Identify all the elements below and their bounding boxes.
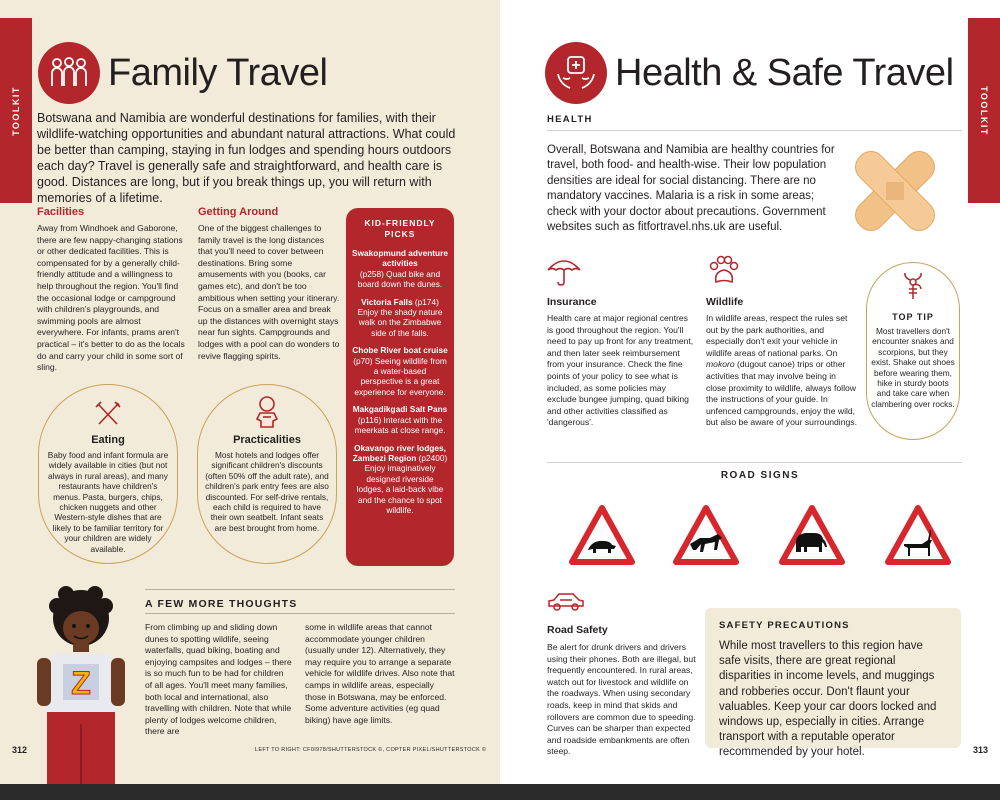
eating-text: Baby food and infant formula are widely available in cities (but not always in rural areas), and many restaurants have children's menus. Pasta, burgers, chips, chicken nuggets and other Western-style dishes that are likely to be familiar territory for your children are widely available. (47, 450, 169, 554)
right-page (500, 0, 1000, 784)
family-icon (38, 42, 100, 104)
getting-around-heading: Getting Around (198, 206, 279, 218)
kid-pick-desc: (p116) Interact with the meerkats at close range. (354, 414, 446, 436)
utensils-icon (93, 399, 123, 429)
insurance-text: Health care at major regional centres is good throughout the region. You'll need to pay up front for any treatment, and then later seek reimbursement from your insurance. Check the fine points of your policy to see what is included, as some policies may exclude bungee jumping, quad biking and other activities classified as 'dangerous'. (547, 313, 694, 428)
kid-pick-desc: (p174) Enjoy the shady nature walk on the Zimbabwe side of the falls. (357, 296, 443, 338)
kid-pick-desc: (p70) Seeing wildlife from a water-based perspective is a great experience for everyone. (353, 355, 447, 397)
health-header (545, 42, 954, 104)
bandage-icon (842, 138, 948, 244)
top-tip-text: Most travellers don't encounter snakes and scorpions, but they exist. Shake out shoes before wearing them, hike in sturdy boots and take care when clambering over rocks. (871, 326, 955, 409)
wildlife-text-italic: mokoro (706, 359, 735, 370)
photo-credits: LEFT TO RIGHT: CF0I978/SHUTTERSTOCK ©, COPTER PIXEL/SHUTTERSTOCK © (255, 747, 487, 753)
left-page (0, 0, 500, 784)
page-title: Health & Safe Travel (615, 51, 954, 94)
elephant-warning-sign-icon (778, 504, 846, 566)
paw-print-icon (706, 254, 740, 288)
divider (145, 613, 455, 614)
health-text: Overall, Botswana and Namibia are healthy countries for travel, both food- and health-wise. Their low population densities are ideal for social distancing. There are no mandatory vaccines. Malaria is a risk in some areas; check with your doctor about precautions. Government websites such as fitfortravel.nhs.uk are useful. (547, 144, 835, 234)
scorpion-icon (900, 271, 926, 301)
toolkit-tab-label: TOOLKIT (979, 85, 989, 136)
kid-pick-name: Chobe River boat cruise (352, 345, 448, 356)
divider (547, 130, 962, 131)
practicalities-text: Most hotels and lodges offer significant children's discounts (often 50% off the adult rate), and children's park entry fees are also discounted. For self-drive rentals, each child is required to have their own seatbelt. Infant seats are best brought from home. (205, 450, 329, 533)
thoughts-heading: A FEW MORE THOUGHTS (145, 598, 298, 610)
facilities-heading: Facilities (37, 206, 85, 218)
toolkit-tab-left[interactable] (0, 18, 32, 203)
kid-pick-item (352, 248, 448, 290)
toy-shirt-letter: Z (71, 665, 91, 701)
health-heading: HEALTH (547, 114, 593, 125)
kid-pick-item (352, 443, 448, 516)
getting-around-text: One of the biggest challenges to family travel is the long distances that you'll need to cover between destinations. Bring some amusements with you (books, car games etc), and don't be too ambitious when setting your itinerary. Focus on a smaller area and break up the distances with overnight stays near fun sights. Campgrounds and lodges with a pool can do wonders to revive flagging spirits. (198, 223, 340, 361)
kid-pick-desc: (p258) Quad bike and board down the dunes. (357, 268, 443, 290)
divider (547, 462, 962, 463)
eating-oval (38, 384, 178, 564)
kid-pick-name: Makgadikgadi Salt Pans (352, 404, 448, 415)
warthog-warning-sign-icon (568, 504, 636, 566)
toy-figure-photo (33, 584, 128, 784)
wildlife-text-pre: In wildlife areas, respect the rules set out by the park authorities, and especially don't exit your vehicle in wildlife areas of national parks. On (706, 313, 848, 358)
antelope-warning-sign-icon (884, 504, 952, 566)
intro-paragraph: Botswana and Namibia are wonderful destinations for families, with their wildlife-watching opportunities and abundant natural attractions. What could be better than camping, staying in fun lodges and spending hours outdoors each day? Travel is generally safe and straightforward, and health care is good. Distances are long, but if you break things up, you will return with memories of a lifetime. (37, 111, 456, 205)
kid-pick-item (352, 297, 448, 339)
kid-friendly-picks-box (346, 208, 454, 566)
top-tip-oval (866, 262, 960, 440)
eating-heading: Eating (91, 434, 125, 446)
car-icon (546, 590, 586, 614)
practicalities-oval (197, 384, 337, 564)
baby-icon (251, 395, 283, 429)
toolkit-tab-label: TOOLKIT (11, 85, 21, 136)
insurance-heading: Insurance (547, 296, 597, 308)
kid-pick-name: Victoria Falls (361, 296, 413, 307)
page-title: Family Travel (108, 51, 328, 94)
road-safety-heading: Road Safety (547, 624, 608, 636)
thoughts-col-2: some in wildlife areas that cannot accommodate younger children (usually under 12). Alternatively, they may require you to arrange a separate vehicle for wildlife drives. Also note that camps in wildlife areas, especially those in Botswana, may be enforced. Some adventure activities (eg quad biking) have age limits. (305, 622, 455, 725)
divider (145, 589, 455, 590)
kid-picks-heading: KID-FRIENDLY PICKS (364, 218, 436, 239)
top-tip-heading: TOP TIP (892, 312, 934, 322)
family-travel-header (38, 42, 327, 104)
thoughts-col-1: From climbing up and sliding down dunes to spotting wildlife, seeing waterfalls, quad biking, boating and enjoying campsites and lodges – there is so much fun to be had for children of all ages. You'll meet many families, both local and international, also travelling with children. Note that while plenty of lodges welcome children, there are (145, 622, 292, 737)
kid-pick-desc: (p2400) Enjoy imaginatively designed riverside lodges, a laid-back vibe and the chance to spot wildlife. (356, 452, 448, 515)
road-signs-heading: ROAD SIGNS (720, 470, 800, 481)
road-safety-text: Be alert for drunk drivers and drivers using their phones. Both are illegal, but frequently encountered. In rural areas, watch out for livestock and wildlife on the roadways. When using secondary roads, keep in mind that skids and rollovers are common due to speeding. Curves can be sharper than expected and roadside embankments are often steep. (547, 642, 696, 757)
wildlife-heading: Wildlife (706, 296, 744, 308)
kid-pick-name: Swakopmund adventure activities (352, 248, 448, 269)
umbrella-icon (546, 256, 582, 286)
medical-hands-icon (545, 42, 607, 104)
safety-precautions-box (705, 608, 961, 759)
toolkit-tab-right[interactable] (968, 18, 1000, 203)
page-number: 312 (12, 745, 28, 755)
practicalities-heading: Practicalities (233, 434, 301, 446)
wildlife-text (706, 313, 858, 429)
hyena-warning-sign-icon (672, 504, 740, 566)
kid-pick-name: Okavango river lodges, Zambezi Region (352, 442, 446, 463)
wildlife-text-post: (dugout canoe) trips or other activities that may involve being in close proximity to wildlife, always follow the instructions of your guide. In unfenced campgrounds, enjoy the wild, but also be aware of your surroundings. (706, 359, 857, 428)
safety-heading: SAFETY PRECAUTIONS (719, 620, 850, 631)
kid-pick-item (352, 345, 448, 397)
facilities-text: Away from Windhoek and Gaborone, there are few nappy-changing stations or other dedicated facilities. This is compensated for by a generally child-friendly attitude and a willingness to help throughout the region. You'll find the occasional lodge or campground with children's playgrounds, and swimming pools are almost everywhere. For infants, prams aren't practical – it's better to do as the locals do and carry your child in some sort of sling. (37, 223, 185, 373)
page-number: 313 (973, 745, 989, 755)
kid-pick-item (352, 404, 448, 435)
safety-text: While most travellers to this region have safe visits, there are great regional disparities in income levels, and muggings and robberies occur. Don't flaunt your valuables. Keep your car doors locked and windows up, especially in cities. Arrange transport with a reputable operator recommended by your hotel. (719, 640, 937, 759)
